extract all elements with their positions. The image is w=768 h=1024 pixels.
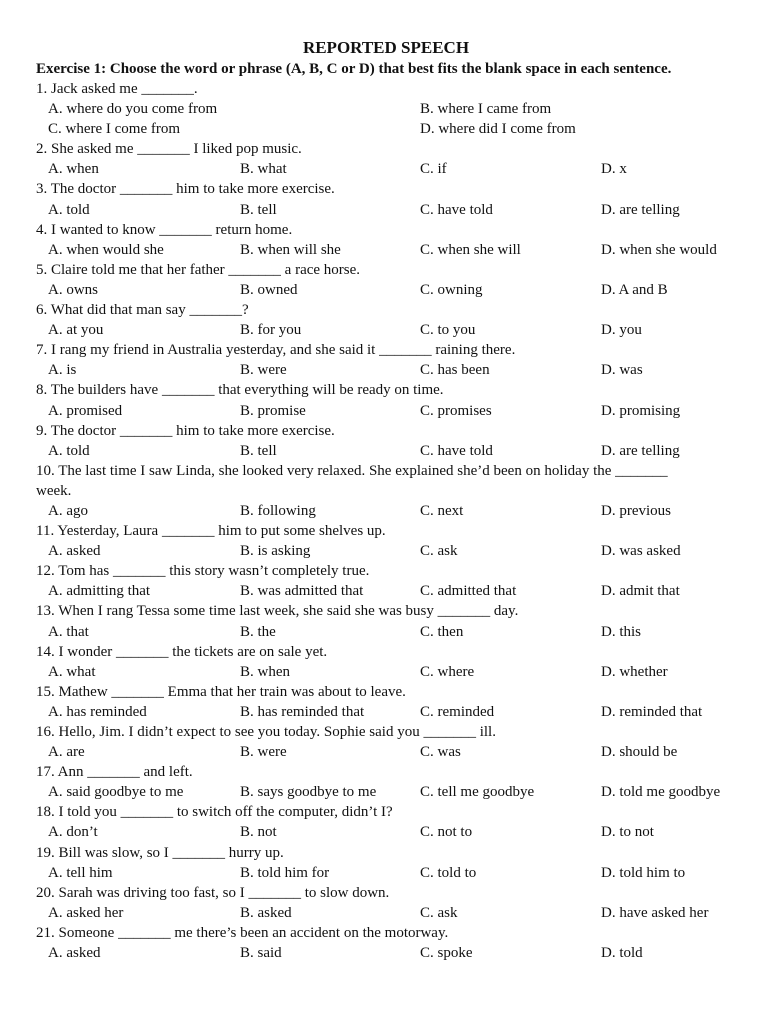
answer-option: B. told him for xyxy=(240,864,330,881)
question-text: 11. Yesterday, Laura _______ him to put some shelves up. xyxy=(36,523,386,540)
answer-option: A. where do you come from xyxy=(48,101,218,118)
options-row xyxy=(36,903,736,923)
answer-option: A. that xyxy=(48,623,89,640)
question-text: 21. Someone _______ me there’s been an accident on the motorway. xyxy=(36,924,449,941)
question-item xyxy=(36,300,736,340)
answer-option: A. promised xyxy=(48,402,123,419)
question-item xyxy=(36,762,736,802)
answer-option: A. when would she xyxy=(48,241,164,258)
answer-option: A. are xyxy=(48,744,85,761)
question-text: 6. What did that man say _______? xyxy=(36,302,249,319)
question-item xyxy=(36,220,736,260)
answer-option: D. was xyxy=(601,362,643,379)
answer-option: A. asked xyxy=(48,543,101,560)
answer-option: A. owns xyxy=(48,281,99,298)
question-item xyxy=(36,461,736,521)
answer-option: D. was asked xyxy=(601,543,681,560)
question-text: 13. When I rang Tessa some time last week, she said she was busy _______ day. xyxy=(36,603,519,620)
options-row xyxy=(36,240,736,260)
answer-option: B. is asking xyxy=(240,543,311,560)
answer-option: B. for you xyxy=(240,322,302,339)
answer-option: C. tell me goodbye xyxy=(420,784,535,801)
answer-option: A. told xyxy=(48,442,90,459)
answer-option: C. reminded xyxy=(420,703,495,720)
answer-option: A. has reminded xyxy=(48,703,147,720)
question-item xyxy=(36,421,736,461)
answer-option: B. has reminded that xyxy=(240,703,365,720)
question-item xyxy=(36,802,736,842)
answer-option: B. were xyxy=(240,744,287,761)
answer-option: D. whether xyxy=(601,663,668,680)
answer-option: C. where I come from xyxy=(48,121,181,138)
question-text: 18. I told you _______ to switch off the computer, didn’t I? xyxy=(36,804,393,821)
options-row xyxy=(36,401,736,421)
answer-option: C. have told xyxy=(420,201,493,218)
answer-option: D. admit that xyxy=(601,583,680,600)
answer-option: D. are telling xyxy=(601,201,680,218)
options-row xyxy=(36,742,736,762)
answer-option: C. where xyxy=(420,663,475,680)
answer-option: D. told him to xyxy=(601,864,686,881)
options-row xyxy=(36,662,736,682)
question-list xyxy=(36,79,736,963)
answer-option: C. promises xyxy=(420,402,492,419)
answer-option: C. have told xyxy=(420,442,493,459)
answer-option: D. A and B xyxy=(601,281,668,298)
options-row xyxy=(36,622,736,642)
answer-option: A. is xyxy=(48,362,77,379)
answer-option: B. asked xyxy=(240,904,292,921)
options-row xyxy=(36,200,736,220)
question-text: 7. I rang my friend in Australia yesterday, and she said it _______ raining there. xyxy=(36,342,516,359)
answer-option: C. ask xyxy=(420,904,458,921)
answer-option: A. asked xyxy=(48,945,101,962)
answer-option: D. told xyxy=(601,945,643,962)
answer-option: D. when she would xyxy=(601,241,717,258)
options-row xyxy=(36,782,736,802)
answer-option: B. where I came from xyxy=(420,101,552,118)
answer-option: D. where did I come from xyxy=(420,121,576,138)
question-text: 3. The doctor _______ him to take more exercise. xyxy=(36,181,335,198)
answer-option: D. x xyxy=(601,161,627,178)
question-item xyxy=(36,179,736,219)
question-text: 9. The doctor _______ him to take more exercise. xyxy=(36,422,335,439)
question-text: 16. Hello, Jim. I didn’t expect to see you today. Sophie said you _______ ill. xyxy=(36,724,496,740)
options-row xyxy=(36,320,736,340)
question-text: 5. Claire told me that her father _______ a race horse. xyxy=(36,261,361,278)
options-row xyxy=(36,280,736,300)
answer-option: D. should be xyxy=(601,744,678,761)
answer-option: A. told xyxy=(48,201,90,218)
question-text: 20. Sarah was driving too fast, so I _______ to slow down. xyxy=(36,884,390,901)
answer-option: A. don’t xyxy=(48,824,98,841)
question-text: 17. Ann _______ and left. xyxy=(36,764,193,781)
answer-option: D. are telling xyxy=(601,442,680,459)
question-item xyxy=(36,380,736,420)
answer-option: C. spoke xyxy=(420,945,473,962)
answer-option: C. then xyxy=(420,623,464,640)
answer-option: B. promise xyxy=(240,402,306,419)
options-row xyxy=(36,119,736,139)
answer-option: B. what xyxy=(240,161,287,178)
answer-option: C. admitted that xyxy=(420,583,517,600)
answer-option: D. this xyxy=(601,623,642,640)
answer-option: A. tell him xyxy=(48,864,113,881)
question-item xyxy=(36,601,736,641)
question-text: 19. Bill was slow, so I _______ hurry up. xyxy=(36,844,284,861)
options-row xyxy=(36,581,736,601)
answer-option: C. when she will xyxy=(420,241,521,258)
answer-option: D. have asked her xyxy=(601,904,709,921)
answer-option: B. owned xyxy=(240,281,298,298)
question-text: 1. Jack asked me _______. xyxy=(36,81,198,97)
answer-option: A. said goodbye to me xyxy=(48,784,184,801)
question-item xyxy=(36,260,736,300)
answer-option: C. to you xyxy=(420,322,476,339)
answer-option: B. said xyxy=(240,945,282,962)
question-item xyxy=(36,883,736,923)
answer-option: A. at you xyxy=(48,322,104,339)
answer-option: C. not to xyxy=(420,824,473,841)
answer-option: C. owning xyxy=(420,281,483,298)
question-text: 15. Mathew _______ Emma that her train was about to leave. xyxy=(36,683,406,700)
answer-option: D. promising xyxy=(601,402,681,419)
question-item xyxy=(36,843,736,883)
answer-option: B. the xyxy=(240,623,276,640)
question-text: 10. The last time I saw Linda, she looked very relaxed. She explained she’d been on holiday the _______ week. xyxy=(36,462,668,499)
answer-option: C. told to xyxy=(420,864,477,881)
answer-option: A. ago xyxy=(48,502,88,519)
question-item xyxy=(36,561,736,601)
answer-option: A. admitting that xyxy=(48,583,151,600)
question-item xyxy=(36,722,736,762)
question-item xyxy=(36,923,736,963)
answer-option: B. tell xyxy=(240,442,277,459)
question-item xyxy=(36,79,736,139)
question-text: 2. She asked me _______ I liked pop music. xyxy=(36,141,302,158)
answer-option: D. previous xyxy=(601,502,671,519)
answer-option: C. next xyxy=(420,502,464,519)
page-title: REPORTED SPEECH xyxy=(302,38,470,57)
answer-option: A. what xyxy=(48,663,96,680)
answer-option: D. reminded that xyxy=(601,703,703,720)
answer-option: B. were xyxy=(240,362,287,379)
question-text: 12. Tom has _______ this story wasn’t completely true. xyxy=(36,563,370,580)
answer-option: D. to not xyxy=(601,824,654,841)
answer-option: D. you xyxy=(601,322,642,339)
question-item xyxy=(36,340,736,380)
answer-option: A. when xyxy=(48,161,99,178)
answer-option: B. says goodbye to me xyxy=(240,784,377,801)
answer-option: B. following xyxy=(240,502,316,519)
options-row xyxy=(36,943,736,963)
answer-option: C. was xyxy=(420,744,461,761)
question-text: 8. The builders have _______ that everything will be ready on time. xyxy=(36,382,444,399)
question-item xyxy=(36,139,736,179)
question-item xyxy=(36,521,736,561)
options-row xyxy=(36,441,736,461)
options-row xyxy=(36,863,736,883)
question-text: 4. I wanted to know _______ return home. xyxy=(36,221,293,238)
question-text: 14. I wonder _______ the tickets are on sale yet. xyxy=(36,643,328,660)
exercise-instruction: Exercise 1: Choose the word or phrase (A, B, C or D) that best fits the blank space in each sentence. xyxy=(36,61,672,77)
answer-option: A. asked her xyxy=(48,904,124,921)
worksheet-page xyxy=(36,37,736,963)
options-row xyxy=(36,822,736,842)
options-row xyxy=(36,360,736,380)
answer-option: C. if xyxy=(420,161,447,178)
options-row xyxy=(36,702,736,722)
answer-option: B. was admitted that xyxy=(240,583,364,600)
answer-option: C. ask xyxy=(420,543,458,560)
answer-option: D. told me goodbye xyxy=(601,784,721,801)
question-item xyxy=(36,642,736,682)
options-row xyxy=(36,159,736,179)
answer-option: B. not xyxy=(240,824,277,841)
options-row xyxy=(36,501,736,521)
options-row xyxy=(36,541,736,561)
answer-option: B. when will she xyxy=(240,241,341,258)
answer-option: B. when xyxy=(240,663,290,680)
answer-option: C. has been xyxy=(420,362,490,379)
question-item xyxy=(36,682,736,722)
options-row xyxy=(36,99,736,119)
answer-option: B. tell xyxy=(240,201,277,218)
